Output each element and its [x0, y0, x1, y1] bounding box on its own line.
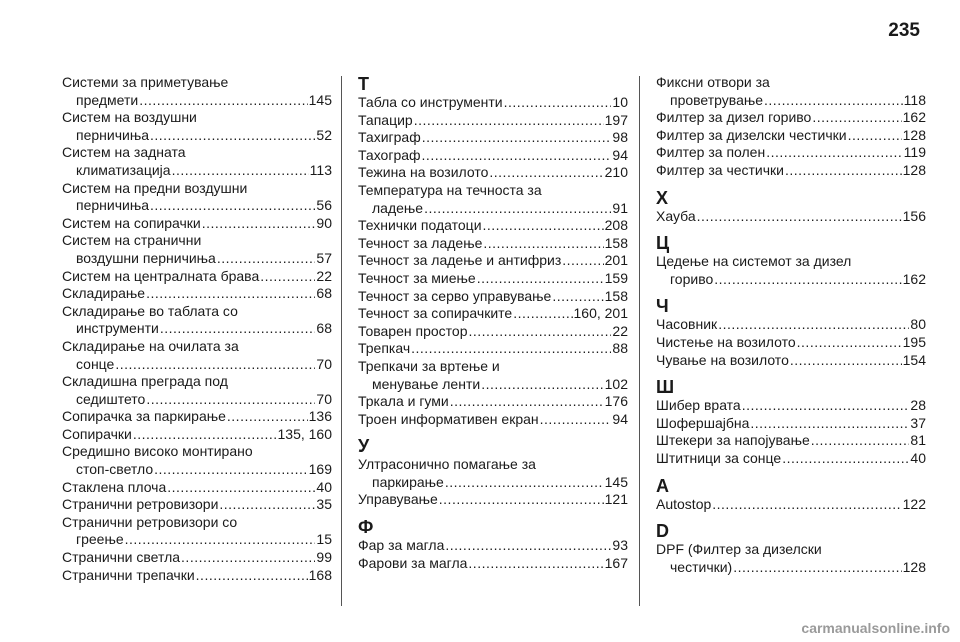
index-page-ref: 22 — [316, 267, 332, 284]
dot-leader — [468, 555, 603, 573]
dot-leader — [750, 415, 909, 433]
index-page-ref: 159 — [604, 269, 628, 286]
index-page-ref: 156 — [902, 207, 926, 224]
index-entry-text: Систем на странични — [62, 232, 202, 249]
index-entry-text: Троен информативен екран — [358, 410, 539, 427]
index-entry — [62, 268, 332, 286]
index-page-ref: 37 — [910, 414, 926, 431]
index-entry-text: менување ленти — [372, 375, 481, 392]
index-page-ref: 102 — [604, 375, 628, 392]
index-page-ref: 99 — [316, 549, 332, 566]
index-page-ref: 91 — [612, 199, 628, 216]
index-entry — [62, 180, 332, 215]
index-page-ref: 28 — [910, 397, 926, 414]
dot-leader — [812, 109, 901, 127]
dot-leader — [712, 496, 901, 514]
dot-leader — [445, 537, 611, 555]
index-entry — [358, 358, 628, 393]
index-entry-text: Тежина на возилото — [358, 164, 489, 181]
index-entry — [358, 182, 628, 217]
index-page-ref: 169 — [308, 461, 332, 478]
index-entry — [358, 112, 628, 130]
index-page-ref: 122 — [902, 495, 926, 512]
index-page-ref: 22 — [612, 322, 628, 339]
index-entry — [656, 316, 926, 334]
index-page-ref: 40 — [910, 449, 926, 466]
index-entry — [656, 432, 926, 450]
index-page-ref: 176 — [604, 393, 628, 410]
dot-leader — [782, 450, 909, 468]
index-entry — [62, 479, 332, 497]
dot-leader — [227, 408, 308, 426]
dot-leader — [483, 235, 603, 253]
index-entry-text: перничиња — [76, 197, 149, 214]
index-entry-text: Течност за сопирачките — [358, 305, 513, 322]
index-entry-text: Течност за серво управување — [358, 287, 552, 304]
index-entry-text: климатизација — [76, 161, 171, 178]
dot-leader — [450, 393, 604, 411]
index-page-ref: 128 — [902, 558, 926, 575]
index-entry-text: Часовник — [656, 316, 718, 333]
index-entry-text: предмети — [76, 91, 139, 108]
watermark-text: carmanualsonline.info — [801, 620, 950, 636]
index-entry — [62, 285, 332, 303]
index-letter-heading: Ц — [656, 233, 670, 254]
index-entry — [358, 305, 628, 323]
index-entry — [358, 555, 628, 573]
index-entry — [62, 109, 332, 144]
dot-leader — [160, 320, 316, 338]
index-entry-text: Странични ретровизори со — [62, 513, 238, 530]
index-entry-text: Фиксни отвори за — [656, 74, 770, 90]
index-entry-text: гориво — [670, 270, 714, 287]
dot-leader — [219, 496, 315, 514]
index-letter-heading: Т — [358, 74, 369, 94]
index-entry-text: Технички податоци — [358, 217, 482, 234]
dot-leader — [785, 162, 902, 180]
index-column-3 — [656, 74, 926, 576]
index-page-ref: 118 — [903, 91, 926, 108]
dot-leader — [540, 411, 612, 429]
index-page-ref: 145 — [604, 473, 628, 490]
column-divider — [341, 76, 342, 606]
dot-leader — [139, 92, 307, 110]
index-entry-text: Хауба — [656, 207, 696, 224]
index-entry-text: Табла со инструменти — [358, 94, 503, 110]
dot-leader — [196, 567, 308, 585]
index-entry — [62, 144, 332, 179]
index-letter-heading: Х — [656, 187, 669, 208]
index-page-ref: 52 — [316, 126, 332, 143]
index-letter-heading: Ш — [656, 377, 675, 398]
index-letter-heading: У — [358, 436, 370, 457]
dot-leader — [146, 285, 315, 303]
index-entry — [656, 127, 926, 145]
index-entry-text: Филтер за честички — [656, 161, 784, 178]
index-page-ref: 201 — [604, 252, 628, 269]
index-entry-text: Складирање на очилата за — [62, 337, 239, 354]
index-page-ref: 88 — [612, 340, 628, 357]
index-entry — [656, 397, 926, 415]
dot-leader — [439, 491, 604, 509]
dot-leader — [513, 305, 572, 323]
index-entry-text: Фар за магла — [358, 537, 445, 554]
index-entry-text: Чување на возилото — [656, 351, 789, 368]
index-page-ref: 168 — [308, 566, 332, 583]
index-entry — [358, 288, 628, 306]
index-entry — [656, 162, 926, 180]
index-entry-text: честички) — [670, 558, 733, 575]
dot-leader — [718, 316, 909, 334]
dot-leader — [150, 127, 315, 145]
index-entry-text: Складирање во таблата со — [62, 302, 238, 319]
index-entry — [62, 496, 332, 514]
index-entry — [62, 443, 332, 478]
index-page-ref: 162 — [902, 270, 926, 287]
index-entry — [62, 549, 332, 567]
index-entry-text: инструменти — [76, 320, 159, 337]
dot-leader — [562, 252, 603, 270]
dot-leader — [150, 197, 315, 215]
index-page-ref: 135, 160 — [277, 425, 332, 442]
dot-leader — [764, 92, 903, 110]
index-entry — [358, 235, 628, 253]
index-entry — [62, 426, 332, 444]
dot-leader — [424, 200, 611, 218]
index-entry — [62, 232, 332, 267]
index-entry-text: Шофершајбна — [656, 414, 750, 431]
index-page-ref: 119 — [903, 144, 926, 161]
index-entry — [358, 164, 628, 182]
index-entry-text: Управување — [358, 491, 438, 508]
index-page-ref: 195 — [902, 333, 926, 350]
index-page-ref: 158 — [604, 287, 628, 304]
index-entry-text: Систем на задната — [62, 144, 186, 161]
index-page-ref: 10 — [612, 94, 628, 110]
index-entry-text: Шибер врата — [656, 397, 741, 414]
dot-leader — [481, 376, 603, 394]
dot-leader — [489, 164, 603, 182]
index-entry-text: перничиња — [76, 126, 149, 143]
index-page-ref: 68 — [316, 285, 332, 302]
index-entry — [358, 340, 628, 358]
index-entry-text: Фарови за магла — [358, 554, 468, 571]
index-page-ref: 162 — [902, 109, 926, 126]
index-page-ref: 40 — [316, 478, 332, 495]
index-entry — [358, 94, 628, 112]
dot-leader — [202, 215, 316, 233]
index-entry-text: DPF (Филтер за дизелски — [656, 541, 822, 558]
index-entry — [656, 253, 926, 288]
index-entry-text: Странични трепачки — [62, 566, 195, 583]
index-entry-text: Странични светла — [62, 549, 181, 566]
index-entry-text: Систем на предни воздушни — [62, 179, 248, 196]
dot-leader — [445, 474, 604, 492]
index-page-ref: 113 — [309, 161, 332, 178]
index-letter-heading: A — [656, 475, 669, 496]
index-entry-text: Течност за ладење — [358, 234, 483, 251]
dot-leader — [422, 129, 612, 147]
index-entry — [62, 514, 332, 549]
index-entry — [62, 74, 332, 109]
dot-leader — [790, 352, 902, 370]
dot-leader — [411, 340, 611, 358]
dot-leader — [181, 549, 315, 567]
dot-leader — [848, 127, 902, 145]
dot-leader — [504, 94, 612, 112]
index-entry — [62, 373, 332, 408]
index-page-ref: 208 — [604, 217, 628, 234]
index-entry-text: Стаклена плоча — [62, 478, 167, 495]
index-entry-text: седиштето — [76, 390, 146, 407]
index-entry — [656, 415, 926, 433]
dot-leader — [483, 217, 604, 235]
page-number: 235 — [888, 20, 920, 41]
dot-leader — [133, 426, 277, 444]
dot-leader — [172, 162, 309, 180]
index-entry-text: Складирање — [62, 285, 146, 302]
index-column-1 — [62, 74, 332, 584]
dot-leader — [422, 147, 612, 165]
index-entry-text: Системи за приметување — [62, 74, 229, 90]
index-entry-text: Систем на сопирачки — [62, 214, 201, 231]
dot-leader — [477, 270, 604, 288]
index-entry — [358, 491, 628, 509]
index-entry-text: Сопирачка за паркирање — [62, 408, 226, 425]
index-entry-text: Систем на централната брава — [62, 267, 260, 284]
index-page-ref: 145 — [308, 91, 332, 108]
index-entry-text: Тахограф — [358, 146, 421, 163]
index-entry — [358, 323, 628, 341]
index-entry — [656, 109, 926, 127]
index-page-ref: 56 — [316, 197, 332, 214]
index-entry — [656, 334, 926, 352]
index-page-ref: 167 — [604, 554, 628, 571]
index-page-ref: 68 — [316, 320, 332, 337]
index-letter-heading: D — [656, 521, 669, 542]
index-entry — [358, 217, 628, 235]
index-entry-text: Средишно високо монтирано — [62, 443, 253, 460]
dot-leader — [742, 397, 910, 415]
index-letter-heading: Ф — [358, 517, 374, 538]
index-entry-text: Течност за миење — [358, 269, 476, 286]
dot-leader — [146, 391, 315, 409]
index-entry-text: проветрување — [670, 91, 764, 108]
index-entry-text: Филтер за полен — [656, 144, 766, 161]
dot-leader — [115, 356, 315, 374]
index-entry-text: ладење — [372, 199, 424, 216]
index-entry — [656, 496, 926, 514]
index-entry — [656, 74, 926, 109]
index-entry — [358, 129, 628, 147]
index-entry-text: Тапацир — [358, 111, 413, 128]
index-page-ref: 90 — [316, 214, 332, 231]
index-page-ref: 94 — [612, 146, 628, 163]
index-page-ref: 81 — [910, 432, 926, 449]
index-page-ref: 136 — [308, 408, 332, 425]
index-entry — [62, 567, 332, 585]
index-entry-text: Филтер за дизелски честички — [656, 126, 847, 143]
dot-leader — [154, 461, 308, 479]
dot-leader — [125, 531, 316, 549]
index-letter-heading: Ч — [656, 296, 669, 317]
index-entry-text: Сопирачки — [62, 425, 132, 442]
index-page-ref: 128 — [902, 126, 926, 143]
index-page-ref: 160, 201 — [573, 305, 628, 322]
index-page-ref: 80 — [910, 316, 926, 333]
index-page-ref: 128 — [902, 161, 926, 178]
index-entry-text: сонце — [76, 355, 115, 372]
index-page-ref: 197 — [604, 111, 628, 128]
index-entry — [358, 456, 628, 491]
index-entry — [358, 411, 628, 429]
index-entry — [62, 303, 332, 338]
dot-leader — [811, 432, 910, 450]
index-entry — [358, 270, 628, 288]
index-entry — [62, 338, 332, 373]
index-page-ref: 94 — [612, 410, 628, 427]
dot-leader — [552, 288, 603, 306]
index-entry-text: Течност за ладење и антифриз — [358, 252, 562, 269]
column-divider — [639, 76, 640, 606]
index-entry — [358, 537, 628, 555]
index-entry-text: Филтер за дизел гориво — [656, 109, 812, 126]
index-page-ref: 70 — [316, 355, 332, 372]
index-page-ref: 121 — [604, 491, 628, 508]
dot-leader — [468, 323, 611, 341]
dot-leader — [260, 268, 315, 286]
index-entry-text: греење — [76, 531, 124, 548]
index-column-2 — [358, 74, 628, 572]
index-page-ref: 210 — [604, 164, 628, 181]
index-entry-text: стоп-светло — [76, 461, 154, 478]
index-entry-text: Трепкач — [358, 340, 411, 357]
index-entry — [656, 208, 926, 226]
index-entry-text: Ултрасонично помагање за — [358, 456, 536, 473]
index-entry-text: воздушни перничиња — [76, 249, 216, 266]
index-page-ref: 158 — [604, 234, 628, 251]
index-page-ref: 35 — [316, 496, 332, 513]
index-entry-text: Товарен простор — [358, 322, 468, 339]
index-entry — [358, 252, 628, 270]
index-entry-text: Трепкачи за вртење и — [358, 357, 500, 374]
index-entry-text: Систем на воздушни — [62, 109, 197, 126]
index-page-ref: 98 — [612, 129, 628, 146]
index-page-ref: 15 — [316, 531, 332, 548]
index-entry-text: Температура на течноста за — [358, 181, 542, 198]
index-entry — [62, 215, 332, 233]
index-entry-text: Штитници за сонце — [656, 449, 782, 466]
index-entry-text: паркирање — [372, 473, 444, 490]
index-entry-text: Цедење на системот за дизел — [656, 253, 852, 270]
dot-leader — [733, 559, 901, 577]
dot-leader — [167, 479, 315, 497]
index-entry — [62, 408, 332, 426]
index-entry — [358, 147, 628, 165]
index-entry-text: Тркала и гуми — [358, 393, 449, 410]
index-entry — [656, 450, 926, 468]
index-entry-text: Чистење на возилото — [656, 333, 796, 350]
index-entry — [656, 352, 926, 370]
dot-leader — [697, 208, 902, 226]
dot-leader — [797, 334, 902, 352]
dot-leader — [217, 250, 316, 268]
index-page-ref: 57 — [316, 249, 332, 266]
index-entry — [656, 541, 926, 576]
index-page-ref: 93 — [612, 537, 628, 554]
index-entry-text: Складишна преграда под — [62, 373, 228, 390]
index-page-ref: 154 — [902, 351, 926, 368]
index-entry-text: Странични ретровизори — [62, 496, 219, 513]
dot-leader — [414, 112, 604, 130]
index-entry-text: Autostop — [656, 495, 712, 512]
dot-leader — [766, 144, 902, 162]
index-entry — [656, 144, 926, 162]
index-entry-text: Штекери за напојување — [656, 432, 810, 449]
index-entry — [358, 393, 628, 411]
index-page-ref: 70 — [316, 390, 332, 407]
index-entry-text: Тахиграф — [358, 129, 421, 146]
dot-leader — [714, 271, 901, 289]
